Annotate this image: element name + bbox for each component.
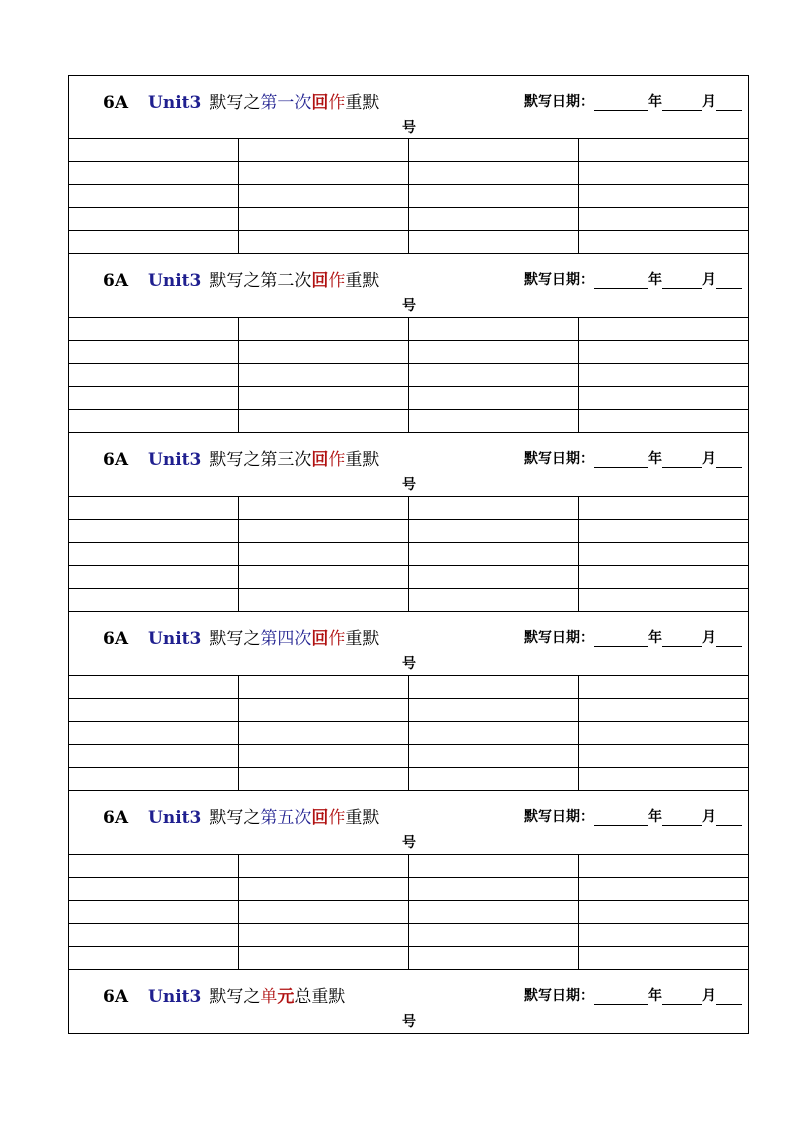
section-title <box>103 266 379 291</box>
answer-row <box>69 318 748 341</box>
title-part-2: 第一次 <box>260 93 312 113</box>
day-blank[interactable] <box>716 632 742 647</box>
month-blank[interactable] <box>662 453 702 468</box>
title-part-4: 作 <box>328 93 346 113</box>
answer-cell[interactable] <box>69 520 239 543</box>
title-part-2: 第三次 <box>260 450 312 470</box>
answer-cell[interactable] <box>239 566 409 589</box>
date-field <box>524 985 742 1005</box>
answer-cell[interactable] <box>69 589 239 612</box>
day-blank[interactable] <box>716 811 742 826</box>
month-blank[interactable] <box>662 274 702 289</box>
date-label: 默写日期： <box>524 272 594 288</box>
answer-cell[interactable] <box>69 768 239 791</box>
answer-cell[interactable] <box>409 745 579 768</box>
section-title <box>103 982 345 1007</box>
answer-row <box>69 768 748 791</box>
dictation-section-6 <box>69 970 748 1033</box>
answer-cell[interactable] <box>239 543 409 566</box>
answer-cell[interactable] <box>409 231 579 254</box>
year-label: 年 <box>648 988 662 1004</box>
month-label: 月 <box>702 809 716 825</box>
answer-grid <box>69 496 748 611</box>
unit-label: Unit3 <box>148 450 202 470</box>
title-part-1: 默写之 <box>209 987 261 1007</box>
answer-row <box>69 185 748 208</box>
grade-label: 6A <box>103 450 129 470</box>
answer-cell[interactable] <box>409 364 579 387</box>
answer-cell[interactable] <box>578 208 748 231</box>
answer-cell[interactable] <box>69 387 239 410</box>
answer-cell[interactable] <box>239 139 409 162</box>
answer-cell[interactable] <box>69 318 239 341</box>
answer-cell[interactable] <box>69 410 239 433</box>
answer-cell[interactable] <box>578 318 748 341</box>
answer-row <box>69 947 748 970</box>
answer-cell[interactable] <box>578 341 748 364</box>
year-blank[interactable] <box>594 96 648 111</box>
answer-cell[interactable] <box>239 589 409 612</box>
answer-cell[interactable] <box>69 947 239 970</box>
date-field <box>524 448 742 468</box>
year-blank[interactable] <box>594 274 648 289</box>
section-header <box>69 76 748 138</box>
title-part-4: 作 <box>328 271 346 291</box>
answer-cell[interactable] <box>69 231 239 254</box>
answer-cell[interactable] <box>69 901 239 924</box>
answer-row <box>69 364 748 387</box>
date-field <box>524 806 742 826</box>
date-label: 默写日期： <box>524 988 594 1004</box>
answer-row <box>69 722 748 745</box>
answer-cell[interactable] <box>409 162 579 185</box>
answer-cell[interactable] <box>239 387 409 410</box>
month-label: 月 <box>702 451 716 467</box>
answer-cell[interactable] <box>409 947 579 970</box>
answer-cell[interactable] <box>239 410 409 433</box>
title-part-2: 第二次 <box>260 271 312 291</box>
unit-label: Unit3 <box>148 271 202 291</box>
answer-row <box>69 387 748 410</box>
day-blank[interactable] <box>716 274 742 289</box>
answer-cell[interactable] <box>239 722 409 745</box>
year-label: 年 <box>648 451 662 467</box>
title-part-1: 默写之 <box>209 93 261 113</box>
answer-cell[interactable] <box>69 924 239 947</box>
answer-cell[interactable] <box>409 341 579 364</box>
answer-cell[interactable] <box>69 745 239 768</box>
month-blank[interactable] <box>662 811 702 826</box>
answer-cell[interactable] <box>578 901 748 924</box>
answer-cell[interactable] <box>69 185 239 208</box>
title-part-2: 第四次 <box>260 629 312 649</box>
answer-row <box>69 208 748 231</box>
answer-grid <box>69 854 748 969</box>
answer-cell[interactable] <box>578 878 748 901</box>
answer-cell[interactable] <box>578 676 748 699</box>
answer-cell[interactable] <box>69 699 239 722</box>
answer-cell[interactable] <box>578 410 748 433</box>
answer-cell[interactable] <box>69 878 239 901</box>
title-part-5: 重默 <box>311 987 346 1007</box>
answer-cell[interactable] <box>239 162 409 185</box>
answer-cell[interactable] <box>239 231 409 254</box>
month-blank[interactable] <box>662 990 702 1005</box>
answer-row <box>69 699 748 722</box>
unit-label: Unit3 <box>148 629 202 649</box>
title-part-2: 单 <box>260 987 278 1007</box>
answer-row <box>69 543 748 566</box>
grade-label: 6A <box>103 808 129 828</box>
year-label: 年 <box>648 809 662 825</box>
section-header <box>69 433 748 496</box>
dictation-section-4 <box>69 612 748 791</box>
year-blank[interactable] <box>594 453 648 468</box>
answer-cell[interactable] <box>239 497 409 520</box>
answer-cell[interactable] <box>239 901 409 924</box>
answer-row <box>69 676 748 699</box>
answer-cell[interactable] <box>69 364 239 387</box>
answer-cell[interactable] <box>69 139 239 162</box>
title-part-3: 回 <box>311 93 329 113</box>
section-header <box>69 254 748 317</box>
answer-cell[interactable] <box>69 855 239 878</box>
month-label: 月 <box>702 988 716 1004</box>
answer-cell[interactable] <box>239 924 409 947</box>
title-part-3: 回 <box>311 629 329 649</box>
day-label: 号 <box>402 656 416 672</box>
answer-row <box>69 745 748 768</box>
date-field <box>524 91 742 111</box>
answer-row <box>69 139 748 162</box>
date-field <box>524 269 742 289</box>
day-label: 号 <box>402 477 416 493</box>
title-part-3: 回 <box>311 808 329 828</box>
answer-cell[interactable] <box>239 745 409 768</box>
answer-cell[interactable] <box>578 589 748 612</box>
answer-cell[interactable] <box>578 722 748 745</box>
answer-cell[interactable] <box>578 855 748 878</box>
title-part-3: 元 <box>277 987 295 1007</box>
date-label: 默写日期： <box>524 809 594 825</box>
unit-label: Unit3 <box>148 93 202 113</box>
answer-cell[interactable] <box>69 722 239 745</box>
title-part-1: 默写之 <box>209 271 261 291</box>
answer-cell[interactable] <box>239 855 409 878</box>
answer-cell[interactable] <box>409 676 579 699</box>
answer-cell[interactable] <box>239 364 409 387</box>
answer-row <box>69 231 748 254</box>
answer-cell[interactable] <box>578 699 748 722</box>
answer-grid <box>69 675 748 790</box>
dictation-section-5 <box>69 791 748 970</box>
dictation-section-3 <box>69 433 748 612</box>
answer-cell[interactable] <box>409 878 579 901</box>
answer-grid <box>69 317 748 432</box>
title-part-5: 重默 <box>345 271 380 291</box>
unit-label: Unit3 <box>148 987 202 1007</box>
answer-cell[interactable] <box>409 208 579 231</box>
answer-cell[interactable] <box>409 543 579 566</box>
answer-cell[interactable] <box>578 745 748 768</box>
year-label: 年 <box>648 630 662 646</box>
month-label: 月 <box>702 94 716 110</box>
year-label: 年 <box>648 272 662 288</box>
title-part-4: 作 <box>328 450 346 470</box>
year-blank[interactable] <box>594 990 648 1005</box>
grade-label: 6A <box>103 629 129 649</box>
answer-cell[interactable] <box>239 520 409 543</box>
answer-cell[interactable] <box>239 318 409 341</box>
month-blank[interactable] <box>662 96 702 111</box>
answer-cell[interactable] <box>578 185 748 208</box>
answer-cell[interactable] <box>239 676 409 699</box>
answer-cell[interactable] <box>578 566 748 589</box>
dictation-section-1 <box>69 76 748 254</box>
answer-cell[interactable] <box>69 566 239 589</box>
day-label: 号 <box>402 298 416 314</box>
answer-cell[interactable] <box>409 520 579 543</box>
answer-cell[interactable] <box>409 768 579 791</box>
grade-label: 6A <box>103 987 129 1007</box>
answer-cell[interactable] <box>69 676 239 699</box>
section-title <box>103 803 379 828</box>
title-part-5: 重默 <box>345 629 380 649</box>
answer-cell[interactable] <box>409 387 579 410</box>
answer-cell[interactable] <box>409 901 579 924</box>
answer-cell[interactable] <box>69 162 239 185</box>
dictation-section-2 <box>69 254 748 433</box>
answer-cell[interactable] <box>578 924 748 947</box>
answer-cell[interactable] <box>409 185 579 208</box>
answer-row <box>69 924 748 947</box>
day-blank[interactable] <box>716 453 742 468</box>
answer-cell[interactable] <box>578 139 748 162</box>
month-label: 月 <box>702 272 716 288</box>
answer-cell[interactable] <box>409 589 579 612</box>
answer-cell[interactable] <box>239 208 409 231</box>
answer-cell[interactable] <box>239 768 409 791</box>
answer-row <box>69 341 748 364</box>
section-title <box>103 445 379 470</box>
answer-row <box>69 878 748 901</box>
answer-cell[interactable] <box>239 699 409 722</box>
answer-cell[interactable] <box>578 231 748 254</box>
title-part-2: 第五次 <box>260 808 312 828</box>
answer-row <box>69 410 748 433</box>
answer-cell[interactable] <box>578 364 748 387</box>
answer-cell[interactable] <box>239 947 409 970</box>
title-part-4: 作 <box>328 629 346 649</box>
answer-row <box>69 497 748 520</box>
section-header <box>69 612 748 675</box>
section-title <box>103 88 379 113</box>
answer-row <box>69 855 748 878</box>
answer-row <box>69 589 748 612</box>
answer-cell[interactable] <box>409 139 579 162</box>
title-part-4: 作 <box>328 808 346 828</box>
unit-label: Unit3 <box>148 808 202 828</box>
title-part-5: 重默 <box>345 450 380 470</box>
day-blank[interactable] <box>716 990 742 1005</box>
answer-cell[interactable] <box>409 410 579 433</box>
section-header <box>69 791 748 854</box>
answer-cell[interactable] <box>239 185 409 208</box>
title-part-3: 回 <box>311 450 329 470</box>
title-part-1: 默写之 <box>209 808 261 828</box>
answer-cell[interactable] <box>578 387 748 410</box>
section-header <box>69 970 748 1033</box>
answer-cell[interactable] <box>409 497 579 520</box>
day-label: 号 <box>402 120 416 136</box>
answer-cell[interactable] <box>578 520 748 543</box>
day-label: 号 <box>402 1014 416 1030</box>
year-blank[interactable] <box>594 632 648 647</box>
day-blank[interactable] <box>716 96 742 111</box>
month-blank[interactable] <box>662 632 702 647</box>
year-label: 年 <box>648 94 662 110</box>
title-part-1: 默写之 <box>209 450 261 470</box>
answer-cell[interactable] <box>578 543 748 566</box>
day-label: 号 <box>402 835 416 851</box>
title-part-1: 默写之 <box>209 629 261 649</box>
date-label: 默写日期： <box>524 451 594 467</box>
answer-cell[interactable] <box>578 768 748 791</box>
section-title <box>103 624 379 649</box>
grade-label: 6A <box>103 93 129 113</box>
grade-label: 6A <box>103 271 129 291</box>
answer-row <box>69 901 748 924</box>
answer-cell[interactable] <box>409 855 579 878</box>
month-label: 月 <box>702 630 716 646</box>
answer-cell[interactable] <box>578 947 748 970</box>
answer-cell[interactable] <box>239 341 409 364</box>
answer-row <box>69 566 748 589</box>
date-field <box>524 627 742 647</box>
answer-cell[interactable] <box>69 341 239 364</box>
answer-cell[interactable] <box>409 566 579 589</box>
date-label: 默写日期： <box>524 630 594 646</box>
answer-cell[interactable] <box>409 318 579 341</box>
year-blank[interactable] <box>594 811 648 826</box>
dictation-sheet <box>68 75 749 1034</box>
answer-cell[interactable] <box>578 497 748 520</box>
answer-cell[interactable] <box>239 878 409 901</box>
title-part-5: 重默 <box>345 93 380 113</box>
answer-cell[interactable] <box>69 208 239 231</box>
answer-cell[interactable] <box>409 924 579 947</box>
title-part-3: 回 <box>311 271 329 291</box>
answer-cell[interactable] <box>69 497 239 520</box>
title-part-4: 总 <box>294 987 312 1007</box>
answer-row <box>69 162 748 185</box>
answer-row <box>69 520 748 543</box>
answer-cell[interactable] <box>409 722 579 745</box>
date-label: 默写日期： <box>524 94 594 110</box>
answer-cell[interactable] <box>69 543 239 566</box>
answer-cell[interactable] <box>578 162 748 185</box>
answer-cell[interactable] <box>409 699 579 722</box>
title-part-5: 重默 <box>345 808 380 828</box>
answer-grid <box>69 138 748 253</box>
